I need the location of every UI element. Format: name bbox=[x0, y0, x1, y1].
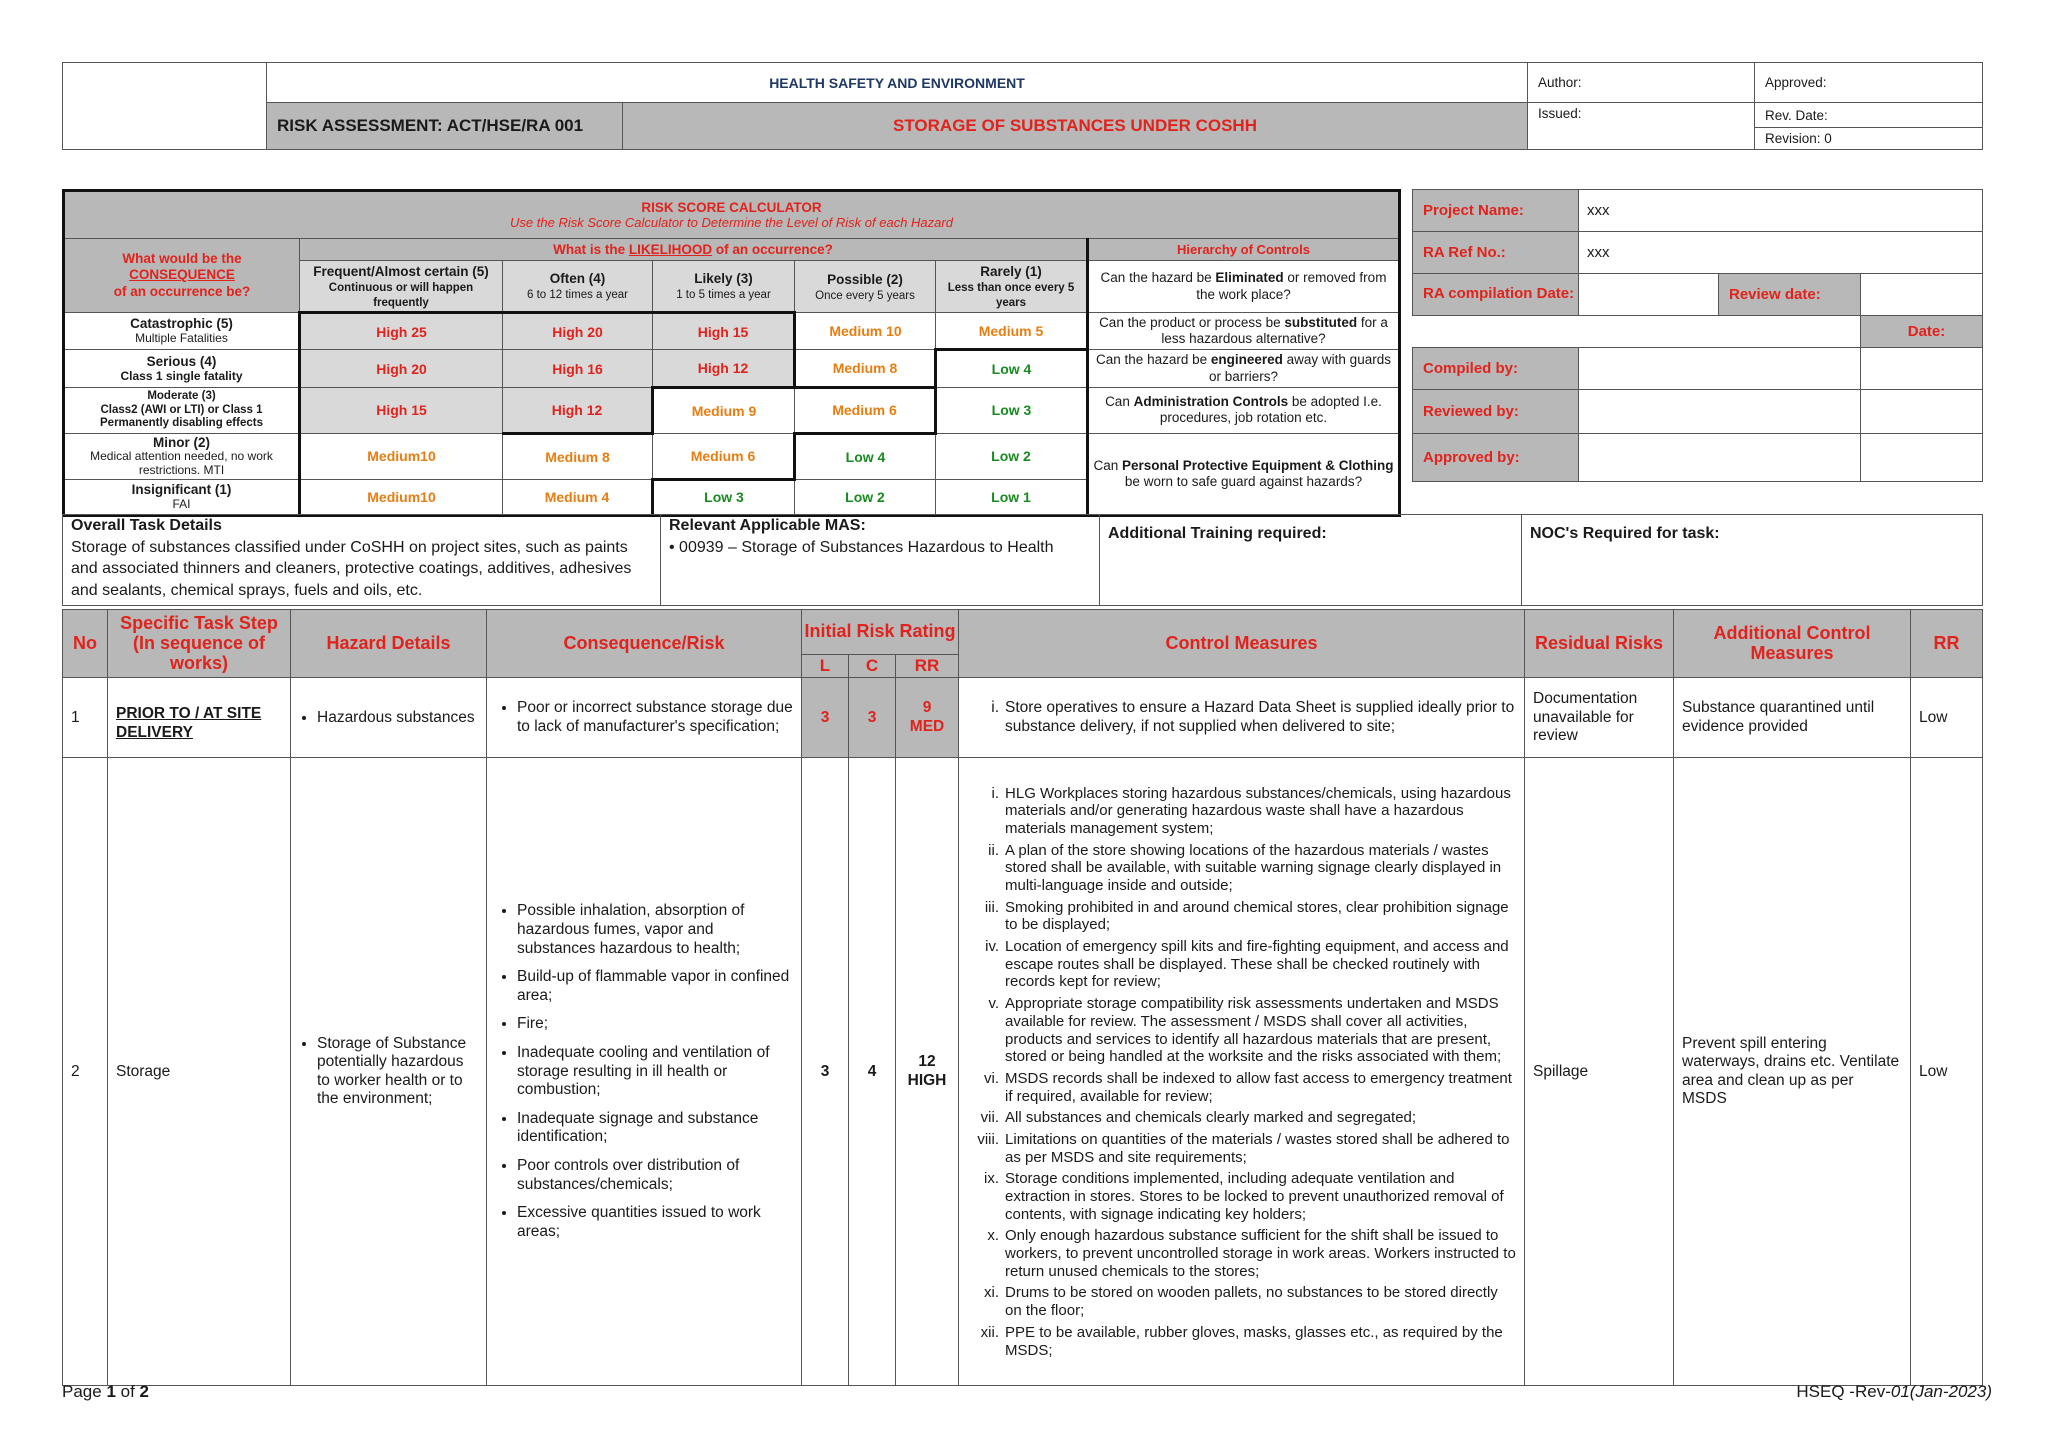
page-mid: of bbox=[115, 1382, 140, 1401]
likelihood-name: Possible (2) bbox=[827, 271, 903, 287]
row-consequences bbox=[487, 678, 802, 758]
row-consequences bbox=[487, 758, 802, 1386]
row-c: 3 bbox=[849, 678, 896, 758]
row-additional: Substance quarantined until evidence provided bbox=[1674, 678, 1911, 758]
risk-cell: Low 2 bbox=[936, 433, 1088, 479]
rev-prefix: HSEQ -Rev- bbox=[1796, 1382, 1891, 1401]
control-item bbox=[984, 1170, 1516, 1223]
risk-cell: Low 4 bbox=[795, 433, 936, 479]
row-additional: Prevent spill entering waterways, drains etc. Ventilate area and clean up as per MSDS bbox=[1674, 758, 1911, 1386]
risk-cell: High 25 bbox=[300, 313, 503, 350]
page-total: 2 bbox=[139, 1382, 149, 1401]
project-info-panel bbox=[1412, 189, 1983, 482]
hc-pre: Can the hazard be bbox=[1096, 352, 1211, 368]
severity-serious bbox=[64, 350, 300, 387]
likelihood-desc: 6 to 12 times a year bbox=[527, 289, 628, 301]
likelihood-desc: Continuous or will happen frequently bbox=[328, 281, 474, 309]
overall-task-details bbox=[63, 515, 661, 606]
row-rr bbox=[896, 758, 959, 1386]
risk-cell: Medium 8 bbox=[795, 350, 936, 387]
likelihood-q2: of an occurrence? bbox=[712, 242, 833, 257]
control-text: Store operatives to ensure a Hazard Data Sheet is supplied ideally prior to substance delivery, if not supplied when delivered to site; bbox=[1005, 699, 1515, 735]
likelihood-col-frequent bbox=[300, 261, 503, 313]
applicable-mas bbox=[661, 515, 1100, 606]
severity-name: Serious (4) bbox=[146, 353, 217, 369]
approved-date-value bbox=[1861, 434, 1983, 482]
consequence-item: • Excessive quantities issued to work areas; bbox=[517, 1204, 793, 1241]
severity-catastrophic bbox=[64, 313, 300, 350]
hc-post: or removed from the work place? bbox=[1196, 270, 1387, 302]
reviewed-by-value bbox=[1579, 390, 1861, 434]
hierarchy-admin bbox=[1088, 387, 1400, 433]
rev-date-field: Rev. Date: bbox=[1755, 103, 1983, 127]
risk-cell: High 12 bbox=[503, 387, 653, 433]
table-row bbox=[63, 678, 1983, 758]
control-num: v. bbox=[988, 995, 1000, 1013]
control-num: i. bbox=[991, 784, 1000, 802]
control-num: xi. bbox=[984, 1284, 1000, 1302]
calculator-subtitle: Use the Risk Score Calculator to Determine the Level of Risk of each Hazard bbox=[510, 215, 953, 230]
likelihood-col-rarely bbox=[936, 261, 1088, 313]
consequence-q1: What would be the bbox=[122, 251, 242, 267]
control-num: x. bbox=[987, 1227, 1000, 1245]
severity-insignificant bbox=[64, 479, 300, 515]
hc-bold: Eliminated bbox=[1215, 270, 1284, 286]
severity-name: Minor (2) bbox=[153, 434, 210, 450]
severity-name: Catastrophic (5) bbox=[130, 316, 233, 332]
control-text: All substances and chemicals clearly marked and segregated; bbox=[1005, 1109, 1417, 1127]
control-num: vii. bbox=[980, 1109, 1000, 1127]
noc-title: NOC's Required for task: bbox=[1530, 525, 1720, 542]
risk-cell: Low 3 bbox=[936, 387, 1088, 433]
control-num: ii. bbox=[988, 841, 1000, 859]
table-row bbox=[63, 758, 1983, 1386]
page-number bbox=[62, 1382, 149, 1402]
reviewed-date-value bbox=[1861, 390, 1983, 434]
control-item bbox=[991, 699, 1516, 736]
row-rr2: Low bbox=[1911, 678, 1983, 758]
approved-by-label: Approved by: bbox=[1413, 434, 1579, 482]
rr-num: 9 bbox=[922, 699, 932, 717]
hazard-item: • Hazardous substances bbox=[317, 709, 478, 728]
hc-bold: engineered bbox=[1210, 352, 1283, 368]
severity-moderate bbox=[64, 387, 300, 433]
row-c: 4 bbox=[849, 758, 896, 1386]
rr-num: 12 bbox=[918, 1053, 936, 1071]
likelihood-name: Frequent/Almost certain (5) bbox=[313, 263, 489, 279]
severity-desc: Class2 (AWI or LTI) or Class 1 Permanently disabling effects bbox=[100, 403, 263, 429]
ra-ref-value: xxx bbox=[1579, 232, 1983, 274]
likelihood-col-often bbox=[503, 261, 653, 313]
control-num: i. bbox=[991, 699, 1000, 717]
project-name-value: xxx bbox=[1579, 190, 1983, 232]
col-task-step: Specific Task Step (In sequence of works) bbox=[108, 610, 291, 678]
col-rr-initial: RR bbox=[896, 655, 959, 678]
ra-ref-label: RA Ref No.: bbox=[1413, 232, 1579, 274]
control-item bbox=[988, 841, 1516, 895]
row-controls bbox=[959, 678, 1525, 758]
hc-post: be adopted I.e. procedures, job rotation etc. bbox=[1159, 394, 1382, 426]
risk-cell: Medium 10 bbox=[795, 313, 936, 350]
rev-italic: 01(Jan-2023) bbox=[1890, 1382, 1992, 1401]
approved-field: Approved: bbox=[1755, 63, 1983, 103]
consequence-item: • Build-up of flammable vapor in confined area; bbox=[517, 968, 793, 1005]
risk-cell: Low 2 bbox=[795, 479, 936, 515]
severity-desc: FAI bbox=[172, 496, 191, 511]
control-num: iii. bbox=[984, 898, 1000, 916]
hierarchy-engineer bbox=[1088, 350, 1400, 387]
control-text: MSDS records shall be indexed to allow fast access to emergency treatment if required, available for review; bbox=[1005, 1069, 1512, 1105]
control-text: Smoking prohibited in and around chemical stores, clear prohibition signage to be displayed; bbox=[1005, 898, 1509, 934]
control-num: iv. bbox=[985, 938, 1000, 956]
hazard-item: • Storage of Substance potentially hazardous to worker health or to the environment; bbox=[317, 1035, 478, 1109]
risk-cell: Low 4 bbox=[936, 350, 1088, 387]
control-text: A plan of the store showing locations of the hazardous materials / wastes stored shall be available, with suitable warning signage clearly displayed in multi-language inside and outside; bbox=[1005, 841, 1502, 895]
review-date-label: Review date: bbox=[1719, 274, 1861, 316]
training-title: Additional Training required: bbox=[1108, 525, 1327, 542]
hierarchy-substitute bbox=[1088, 313, 1400, 350]
risk-cell: High 16 bbox=[503, 350, 653, 387]
issued-field: Issued: bbox=[1528, 103, 1755, 150]
control-item bbox=[984, 1284, 1516, 1320]
risk-cell: High 15 bbox=[653, 313, 795, 350]
col-control-measures: Control Measures bbox=[959, 610, 1525, 678]
mas-item-text: 00939 – Storage of Substances Hazardous to Health bbox=[679, 538, 1054, 556]
ra-number: RISK ASSESSMENT: ACT/HSE/RA 001 bbox=[267, 103, 623, 150]
risk-cell: Medium 6 bbox=[795, 387, 936, 433]
risk-cell: Medium 9 bbox=[653, 387, 795, 433]
noc-required bbox=[1522, 515, 1983, 606]
hc-bold: Administration Controls bbox=[1133, 394, 1289, 410]
task-text: Storage of substances classified under CoSHH on project sites, such as paints and associated thinners and cleaners, protective coatings, additives, adhesives and sealants, chemical sprays, fuels and oils, etc. bbox=[71, 538, 632, 599]
document-header bbox=[62, 62, 1983, 150]
risk-cell: Medium 5 bbox=[936, 313, 1088, 350]
page-current: 1 bbox=[106, 1382, 116, 1401]
row-step: PRIOR TO / AT SITE DELIVERY bbox=[108, 678, 291, 758]
control-item bbox=[984, 1069, 1516, 1105]
control-item bbox=[987, 1227, 1516, 1280]
severity-desc: Medical attention needed, no work restrictions. MTI bbox=[90, 449, 273, 478]
mas-item: • 00939 – Storage of Substances Hazardous to Health bbox=[669, 538, 1054, 556]
calculator-title-bar bbox=[64, 191, 1400, 239]
row-no: 2 bbox=[63, 758, 108, 1386]
row-residual: Documentation unavailable for review bbox=[1525, 678, 1674, 758]
header-title: HEALTH SAFETY AND ENVIRONMENT bbox=[267, 63, 1528, 103]
consequence-item: • Poor or incorrect substance storage due to lack of manufacturer's specification; bbox=[517, 699, 793, 736]
row-l: 3 bbox=[802, 758, 849, 1386]
page-prefix: Page bbox=[62, 1382, 107, 1401]
hierarchy-ppe bbox=[1088, 433, 1400, 515]
control-text: Drums to be stored on wooden pallets, no substances to be stored directly on the floor; bbox=[1005, 1284, 1498, 1320]
row-rr2: Low bbox=[1911, 758, 1983, 1386]
likelihood-q1: What is the bbox=[553, 242, 629, 257]
rr-level: MED bbox=[909, 717, 945, 735]
compilation-date-value bbox=[1579, 274, 1719, 316]
control-text: Only enough hazardous substance sufficient for the shift shall be issued to workers, to prevent uncontrolled storage in work areas. Workers instructed to return unused chemicals to the stores; bbox=[1005, 1227, 1516, 1280]
hc-bold: Personal Protective Equipment & Clothing bbox=[1121, 457, 1394, 473]
risk-cell: Medium 4 bbox=[503, 479, 653, 515]
compiled-by-label: Compiled by: bbox=[1413, 348, 1579, 390]
author-field: Author: bbox=[1528, 63, 1755, 103]
date-label: Date: bbox=[1861, 316, 1983, 348]
col-residual-risks: Residual Risks bbox=[1525, 610, 1674, 678]
likelihood-name: Rarely (1) bbox=[980, 264, 1042, 279]
hierarchy-eliminate bbox=[1088, 261, 1400, 313]
hierarchy-title: Hierarchy of Controls bbox=[1088, 239, 1400, 261]
severity-name: Insignificant (1) bbox=[131, 481, 232, 497]
additional-training bbox=[1100, 515, 1522, 606]
severity-desc: Class 1 single fatality bbox=[120, 368, 243, 383]
risk-cell: Medium10 bbox=[300, 433, 503, 479]
control-text: Location of emergency spill kits and fire-fighting equipment, and access and escape routes shall be displayed. These shall be checked routinely with records kept for review; bbox=[1005, 938, 1509, 991]
task-overview bbox=[62, 514, 1983, 606]
hc-post: be worn to safe guard against hazards? bbox=[1124, 473, 1363, 489]
control-num: vi. bbox=[984, 1069, 1000, 1087]
risk-score-calculator bbox=[62, 189, 1401, 517]
revision-footer bbox=[1796, 1382, 1992, 1402]
risk-cell: Medium 8 bbox=[503, 433, 653, 479]
compiled-by-value bbox=[1579, 348, 1861, 390]
likelihood-col-likely bbox=[653, 261, 795, 313]
control-item bbox=[977, 1130, 1516, 1166]
control-text: PPE to be available, rubber gloves, masks, glasses etc., as required by the MSDS; bbox=[1005, 1323, 1503, 1359]
control-num: ix. bbox=[984, 1170, 1000, 1188]
hc-pre: Can bbox=[1105, 394, 1134, 410]
likelihood-name: Often (4) bbox=[549, 271, 606, 286]
consequence-question bbox=[64, 239, 300, 313]
task-title: Overall Task Details bbox=[71, 517, 222, 534]
likelihood-question bbox=[300, 239, 1088, 261]
row-no: 1 bbox=[63, 678, 108, 758]
control-item bbox=[980, 1109, 1516, 1127]
risk-assessment-table bbox=[62, 609, 1983, 1386]
row-rr bbox=[896, 678, 959, 758]
consequence-item: • Poor controls over distribution of substances/chemicals; bbox=[517, 1157, 793, 1194]
ra-subject: STORAGE OF SUBSTANCES UNDER COSHH bbox=[623, 103, 1528, 150]
hc-pre: Can the product or process be bbox=[1099, 315, 1285, 330]
col-no: No bbox=[63, 610, 108, 678]
row-hazards bbox=[291, 758, 487, 1386]
review-date-value bbox=[1861, 274, 1983, 316]
project-name-label: Project Name: bbox=[1413, 190, 1579, 232]
likelihood-desc: 1 to 5 times a year bbox=[676, 289, 771, 301]
consequence-item: • Fire; bbox=[517, 1015, 793, 1034]
mas-title: Relevant Applicable MAS: bbox=[669, 517, 866, 534]
risk-cell: Medium10 bbox=[300, 479, 503, 515]
compiled-date-value bbox=[1861, 348, 1983, 390]
col-l: L bbox=[802, 655, 849, 678]
control-item bbox=[991, 784, 1516, 838]
risk-cell: High 20 bbox=[503, 313, 653, 350]
consequence-item: • Possible inhalation, absorption of hazardous fumes, vapor and substances hazardous to health; bbox=[517, 902, 793, 958]
control-text: Limitations on quantities of the materials / wastes stored shall be adhered to as per MSDS and site requirements; bbox=[1005, 1130, 1510, 1166]
reviewed-by-label: Reviewed by: bbox=[1413, 390, 1579, 434]
approved-by-value bbox=[1579, 434, 1861, 482]
consequence-word: CONSEQUENCE bbox=[129, 267, 235, 283]
hc-post: for a less hazardous alternative? bbox=[1161, 315, 1388, 347]
hc-bold: substituted bbox=[1284, 315, 1358, 330]
risk-cell: Medium 6 bbox=[653, 433, 795, 479]
col-consequence: Consequence/Risk bbox=[487, 610, 802, 678]
consequence-q2: of an occurrence be? bbox=[113, 283, 251, 299]
control-item bbox=[984, 898, 1516, 934]
control-num: viii. bbox=[977, 1130, 1000, 1148]
revision-field: Revision: 0 bbox=[1755, 127, 1983, 149]
control-text: HLG Workplaces storing hazardous substances/chemicals, using hazardous materials and/or generating hazardous waste shall have a hazardous materials management system; bbox=[1005, 784, 1511, 837]
risk-cell: Low 1 bbox=[936, 479, 1088, 515]
likelihood-word: LIKELIHOOD bbox=[628, 242, 713, 257]
likelihood-desc: Less than once every 5 years bbox=[947, 282, 1075, 309]
likelihood-name: Likely (3) bbox=[694, 271, 753, 286]
date-spacer bbox=[1413, 316, 1861, 348]
row-l: 3 bbox=[802, 678, 849, 758]
risk-cell: High 12 bbox=[653, 350, 795, 387]
row-controls bbox=[959, 758, 1525, 1386]
col-initial-risk: Initial Risk Rating bbox=[802, 610, 959, 655]
severity-minor bbox=[64, 433, 300, 479]
risk-cell: High 15 bbox=[300, 387, 503, 433]
severity-name: Moderate (3) bbox=[147, 390, 216, 403]
severity-desc: Multiple Fatalities bbox=[135, 331, 228, 346]
calculator-title: RISK SCORE CALCULATOR bbox=[641, 200, 822, 215]
col-hazard: Hazard Details bbox=[291, 610, 487, 678]
hc-post: away with guards or barriers? bbox=[1208, 352, 1391, 384]
col-c: C bbox=[849, 655, 896, 678]
likelihood-col-possible bbox=[795, 261, 936, 313]
compilation-date-label: RA compilation Date: bbox=[1413, 274, 1579, 316]
rr-level: HIGH bbox=[907, 1071, 947, 1089]
risk-cell: Low 3 bbox=[653, 479, 795, 515]
likelihood-desc: Once every 5 years bbox=[815, 289, 915, 302]
col-additional-controls: Additional Control Measures bbox=[1674, 610, 1911, 678]
control-item bbox=[980, 1323, 1516, 1359]
control-num: xii. bbox=[980, 1323, 1000, 1341]
row-residual: Spillage bbox=[1525, 758, 1674, 1386]
row-step: Storage bbox=[108, 758, 291, 1386]
risk-cell: High 20 bbox=[300, 350, 503, 387]
col-rr: RR bbox=[1911, 610, 1983, 678]
consequence-item: • Inadequate cooling and ventilation of storage resulting in ill health or combustion; bbox=[517, 1044, 793, 1100]
hc-pre: Can bbox=[1093, 457, 1122, 473]
consequence-item: • Inadequate signage and substance identification; bbox=[517, 1110, 793, 1147]
control-item bbox=[988, 995, 1516, 1066]
row-hazards bbox=[291, 678, 487, 758]
control-item bbox=[985, 938, 1516, 991]
logo-area bbox=[63, 63, 267, 150]
control-text: Appropriate storage compatibility risk assessments undertaken and MSDS available for review. The assessment / MSDS shall cover all activities, products and services to identify all hazardous materials that are present, stored or being handled at the worksite and the risks associated with them; bbox=[1005, 995, 1502, 1066]
hc-pre: Can the hazard be bbox=[1100, 270, 1216, 286]
control-text: Storage conditions implemented, including adequate ventilation and extraction in stores. Stores to be locked to prevent unauthorized removal of contents, with signage indicating key holders; bbox=[1005, 1170, 1504, 1223]
